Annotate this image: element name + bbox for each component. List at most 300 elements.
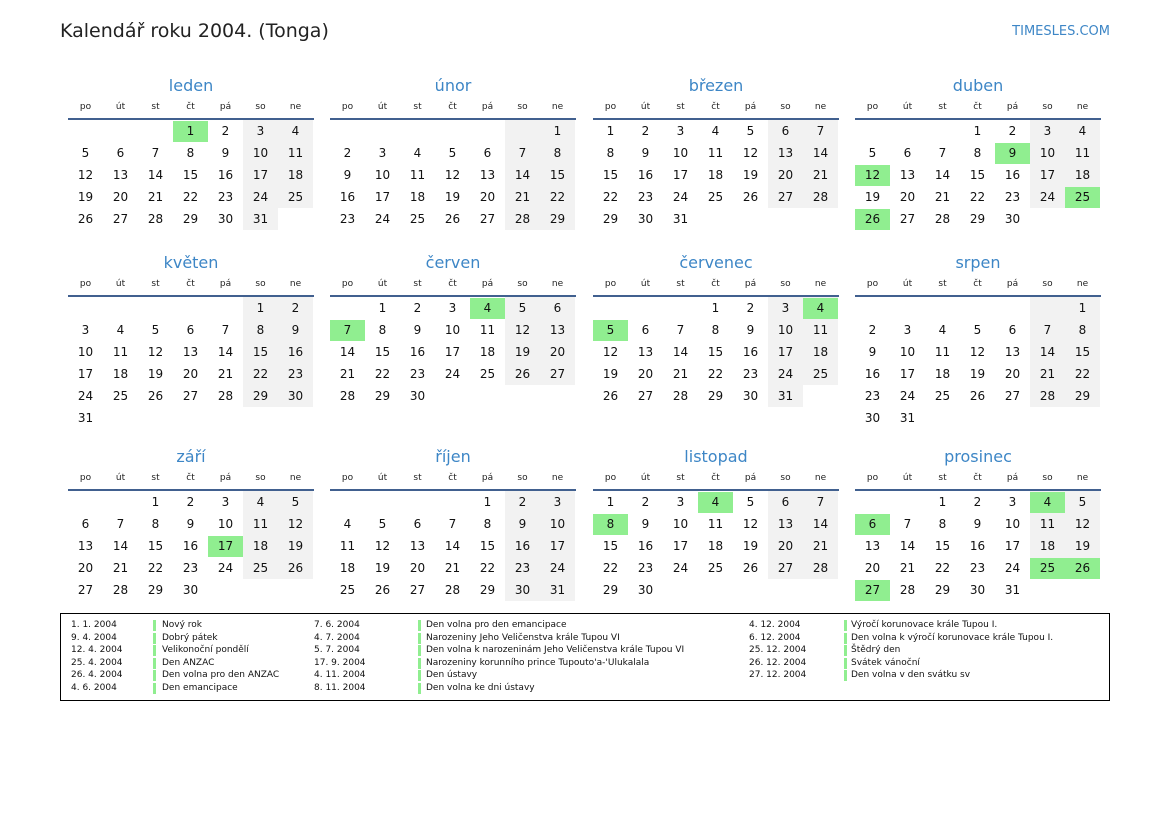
day-cell: 19: [287, 539, 304, 553]
day-cell: 5: [518, 301, 527, 315]
day-cell: 16: [637, 539, 654, 553]
legend-marker: [153, 620, 156, 631]
day-cell: 11: [252, 517, 269, 531]
day-cell: 2: [518, 495, 527, 509]
day-cell: 27: [899, 212, 916, 226]
day-cell: 26: [77, 212, 94, 226]
day-cell: 23: [182, 561, 199, 575]
day-cell: 19: [1074, 539, 1091, 553]
day-cell: 6: [186, 323, 195, 337]
day-cell: 31: [252, 212, 269, 226]
day-cell: 2: [413, 301, 422, 315]
day-cell: 25: [339, 583, 356, 597]
legend-holiday-name: Svátek vánoční: [851, 657, 920, 668]
holiday-day-cell: 27: [855, 580, 890, 601]
holiday-day-cell: 25: [1030, 558, 1065, 579]
month-říjen: [330, 447, 576, 612]
day-cell: 7: [903, 517, 912, 531]
day-cell: 9: [343, 168, 352, 182]
day-cell: 8: [151, 517, 160, 531]
day-cell: 10: [77, 345, 94, 359]
day-cell: 18: [479, 345, 496, 359]
legend-marker: [418, 645, 421, 656]
day-cell: 21: [672, 367, 689, 381]
day-cell: 12: [742, 146, 759, 160]
day-cell: 26: [444, 212, 461, 226]
day-cell: 29: [707, 389, 724, 403]
day-cell: 8: [973, 146, 982, 160]
weekday-header: so: [1042, 102, 1053, 112]
month-květen: [68, 253, 314, 425]
day-cell: 24: [777, 367, 794, 381]
weekday-header: čt: [973, 102, 982, 112]
day-cell: 13: [409, 539, 426, 553]
day-cell: 3: [903, 323, 912, 337]
day-cell: 1: [553, 124, 562, 138]
day-cell: 5: [746, 124, 755, 138]
day-cell: 17: [1004, 539, 1021, 553]
holiday-day-cell: 25: [1065, 187, 1100, 208]
day-cell: 16: [182, 539, 199, 553]
day-cell: 31: [777, 389, 794, 403]
day-cell: 26: [374, 583, 391, 597]
legend-holiday-name: Den emancipace: [162, 683, 238, 693]
legend-marker: [153, 658, 156, 669]
day-cell: 25: [934, 389, 951, 403]
day-cell: 20: [479, 190, 496, 204]
day-cell: 24: [252, 190, 269, 204]
day-cell: 23: [969, 561, 986, 575]
day-cell: 6: [903, 146, 912, 160]
day-cell: 2: [1008, 124, 1017, 138]
day-cell: 30: [1004, 212, 1021, 226]
day-cell: 29: [147, 583, 164, 597]
day-cell: 1: [711, 301, 720, 315]
day-cell: 14: [112, 539, 129, 553]
day-cell: 16: [217, 168, 234, 182]
weekday-header: so: [1042, 473, 1053, 483]
day-cell: 24: [672, 561, 689, 575]
day-cell: 31: [1004, 583, 1021, 597]
weekday-header: st: [676, 473, 685, 483]
day-cell: 6: [641, 323, 650, 337]
day-cell: 19: [742, 539, 759, 553]
weekday-header: so: [780, 473, 791, 483]
day-cell: 28: [514, 212, 531, 226]
day-cell: 12: [1074, 517, 1091, 531]
legend-date: 5. 7. 2004: [314, 645, 360, 656]
day-cell: 22: [1074, 367, 1091, 381]
legend-holiday-name: Den volna v den svátku sv: [851, 670, 971, 681]
day-cell: 21: [812, 168, 829, 182]
day-cell: 22: [707, 367, 724, 381]
day-cell: 17: [1039, 168, 1056, 182]
day-cell: 17: [899, 367, 916, 381]
day-cell: 27: [549, 367, 566, 381]
day-cell: 19: [374, 561, 391, 575]
day-cell: 12: [77, 168, 94, 182]
weekday-header: so: [517, 473, 528, 483]
day-cell: 23: [217, 190, 234, 204]
day-cell: 16: [637, 168, 654, 182]
weekday-header: po: [604, 473, 617, 483]
day-cell: 8: [1078, 323, 1087, 337]
weekday-header: út: [640, 102, 651, 112]
weekday-header: st: [676, 102, 685, 112]
day-cell: 8: [553, 146, 562, 160]
day-cell: 28: [899, 583, 916, 597]
legend-holiday-name: Den volna k narozeninám Jeho Veličenstva krále Tupou VI: [426, 645, 685, 656]
day-cell: 18: [812, 345, 829, 359]
legend-holiday-name: Narozeniny Jeho Veličenstva krále Tupou VI: [426, 632, 620, 643]
day-cell: 4: [116, 323, 125, 337]
weekday-header: út: [115, 473, 126, 483]
day-cell: 25: [707, 561, 724, 575]
day-cell: 23: [339, 212, 356, 226]
day-cell: 10: [672, 517, 689, 531]
day-cell: 27: [777, 561, 794, 575]
holiday-day-cell: 1: [173, 121, 208, 142]
day-cell: 15: [374, 345, 391, 359]
day-cell: 13: [549, 323, 566, 337]
day-cell: 5: [1078, 495, 1087, 509]
legend-holiday-name: Velikonoční pondělí: [162, 645, 249, 656]
weekday-header: čt: [973, 279, 982, 289]
day-cell: 22: [602, 561, 619, 575]
weekday-header: st: [938, 473, 947, 483]
day-cell: 4: [1078, 124, 1087, 138]
day-cell: 22: [147, 561, 164, 575]
day-cell: 17: [77, 367, 94, 381]
legend-holiday-name: Výročí korunovace krále Tupou I.: [851, 620, 998, 630]
month-name: srpen: [955, 253, 1001, 272]
weekday-header: ne: [1076, 473, 1089, 483]
legend-holiday-name: Den volna pro den ANZAC: [162, 670, 280, 681]
day-cell: 14: [812, 146, 829, 160]
day-cell: 10: [444, 323, 461, 337]
day-cell: 12: [514, 323, 531, 337]
day-cell: 19: [444, 190, 461, 204]
day-cell: 2: [221, 124, 230, 138]
month-prosinec: [855, 447, 1101, 612]
day-cell: 10: [217, 517, 234, 531]
day-cell: 30: [742, 389, 759, 403]
day-cell: 2: [868, 323, 877, 337]
day-cell: 15: [602, 168, 619, 182]
weekday-header: ne: [289, 473, 302, 483]
weekday-header: pá: [744, 473, 757, 483]
holiday-day-cell: 17: [208, 536, 243, 557]
day-cell: 20: [112, 190, 129, 204]
month-červen: [330, 253, 576, 418]
day-cell: 25: [409, 212, 426, 226]
weekday-header: so: [780, 102, 791, 112]
day-cell: 5: [81, 146, 90, 160]
day-cell: 21: [339, 367, 356, 381]
day-cell: 6: [781, 495, 790, 509]
weekday-header: st: [151, 102, 160, 112]
day-cell: 4: [711, 124, 720, 138]
day-cell: 24: [444, 367, 461, 381]
weekday-header: čt: [186, 102, 195, 112]
day-cell: 26: [602, 389, 619, 403]
day-cell: 28: [812, 561, 829, 575]
day-cell: 19: [147, 367, 164, 381]
day-cell: 10: [672, 146, 689, 160]
day-cell: 17: [549, 539, 566, 553]
weekday-header: po: [866, 102, 879, 112]
day-cell: 14: [339, 345, 356, 359]
day-cell: 28: [672, 389, 689, 403]
day-cell: 3: [676, 495, 685, 509]
day-cell: 6: [1008, 323, 1017, 337]
day-cell: 15: [182, 168, 199, 182]
month-name: červen: [425, 253, 481, 272]
holiday-day-cell: 4: [1030, 492, 1065, 513]
day-cell: 25: [479, 367, 496, 381]
day-cell: 20: [777, 168, 794, 182]
holiday-day-cell: 5: [593, 320, 628, 341]
day-cell: 18: [1074, 168, 1091, 182]
weekday-header: ne: [551, 102, 564, 112]
day-cell: 21: [147, 190, 164, 204]
month-name: září: [176, 447, 206, 466]
legend-date: 7. 6. 2004: [314, 620, 360, 630]
weekday-header: st: [151, 279, 160, 289]
day-cell: 27: [77, 583, 94, 597]
day-cell: 1: [151, 495, 160, 509]
legend-marker: [153, 645, 156, 656]
day-cell: 9: [291, 323, 300, 337]
legend-marker: [418, 658, 421, 669]
day-cell: 12: [969, 345, 986, 359]
day-cell: 6: [116, 146, 125, 160]
day-cell: 11: [287, 146, 304, 160]
day-cell: 13: [777, 146, 794, 160]
legend-marker: [844, 633, 847, 644]
day-cell: 3: [378, 146, 387, 160]
weekday-header: čt: [186, 279, 195, 289]
day-cell: 24: [672, 190, 689, 204]
day-cell: 9: [186, 517, 195, 531]
weekday-header: po: [341, 102, 354, 112]
day-cell: 9: [641, 517, 650, 531]
day-cell: 23: [1004, 190, 1021, 204]
month-name: červenec: [679, 253, 753, 272]
day-cell: 30: [182, 583, 199, 597]
day-cell: 13: [112, 168, 129, 182]
weekday-header: čt: [711, 102, 720, 112]
day-cell: 2: [291, 301, 300, 315]
day-cell: 3: [1008, 495, 1017, 509]
day-cell: 22: [182, 190, 199, 204]
day-cell: 7: [221, 323, 230, 337]
day-cell: 12: [444, 168, 461, 182]
day-cell: 31: [549, 583, 566, 597]
day-cell: 6: [483, 146, 492, 160]
day-cell: 1: [606, 124, 615, 138]
month-name: prosinec: [944, 447, 1012, 466]
weekday-header: čt: [448, 279, 457, 289]
day-cell: 16: [1004, 168, 1021, 182]
day-cell: 14: [899, 539, 916, 553]
day-cell: 29: [374, 389, 391, 403]
day-cell: 16: [287, 345, 304, 359]
day-cell: 13: [899, 168, 916, 182]
day-cell: 10: [374, 168, 391, 182]
day-cell: 31: [672, 212, 689, 226]
day-cell: 29: [602, 212, 619, 226]
legend-date: 4. 12. 2004: [749, 620, 801, 630]
day-cell: 29: [252, 389, 269, 403]
weekday-header: st: [938, 102, 947, 112]
day-cell: 15: [1074, 345, 1091, 359]
weekday-header: ne: [289, 102, 302, 112]
day-cell: 22: [934, 561, 951, 575]
day-cell: 27: [1004, 389, 1021, 403]
month-únor: [330, 76, 576, 241]
weekday-header: ne: [814, 279, 827, 289]
weekday-header: st: [938, 279, 947, 289]
weekday-header: út: [640, 279, 651, 289]
weekday-header: so: [1042, 279, 1053, 289]
day-cell: 13: [637, 345, 654, 359]
day-cell: 28: [339, 389, 356, 403]
day-cell: 11: [1074, 146, 1091, 160]
legend-holiday-name: Den ústavy: [426, 670, 478, 681]
legend-holiday-name: Dobrý pátek: [162, 632, 218, 643]
day-cell: 11: [707, 146, 724, 160]
day-cell: 11: [707, 517, 724, 531]
weekday-header: čt: [448, 102, 457, 112]
legend-date: 9. 4. 2004: [71, 632, 117, 643]
day-cell: 3: [1043, 124, 1052, 138]
day-cell: 7: [816, 124, 825, 138]
day-cell: 7: [116, 517, 125, 531]
weekday-header: po: [79, 279, 92, 289]
day-cell: 17: [444, 345, 461, 359]
holiday-day-cell: 7: [330, 320, 365, 341]
day-cell: 1: [1078, 301, 1087, 315]
weekday-header: so: [517, 102, 528, 112]
day-cell: 8: [378, 323, 387, 337]
legend-marker: [153, 670, 156, 681]
day-cell: 14: [672, 345, 689, 359]
day-cell: 20: [182, 367, 199, 381]
day-cell: 30: [287, 389, 304, 403]
day-cell: 21: [812, 539, 829, 553]
day-cell: 14: [934, 168, 951, 182]
day-cell: 15: [602, 539, 619, 553]
legend-holiday-name: Narozeniny korunního prince Tupouto'a-'Ulukalala: [426, 657, 650, 668]
day-cell: 12: [374, 539, 391, 553]
weekday-header: pá: [744, 102, 757, 112]
weekday-header: ne: [814, 473, 827, 483]
holiday-legend: [60, 613, 1110, 701]
day-cell: 28: [1039, 389, 1056, 403]
day-cell: 14: [514, 168, 531, 182]
legend-holiday-name: Den volna ke dni ústavy: [426, 683, 535, 693]
day-cell: 22: [602, 190, 619, 204]
day-cell: 11: [112, 345, 129, 359]
day-cell: 22: [479, 561, 496, 575]
holiday-day-cell: 12: [855, 165, 890, 186]
day-cell: 24: [217, 561, 234, 575]
day-cell: 20: [549, 345, 566, 359]
day-cell: 8: [711, 323, 720, 337]
holiday-day-cell: 6: [855, 514, 890, 535]
legend-marker: [418, 633, 421, 644]
day-cell: 17: [672, 539, 689, 553]
day-cell: 27: [637, 389, 654, 403]
day-cell: 21: [112, 561, 129, 575]
day-cell: 16: [339, 190, 356, 204]
day-cell: 11: [934, 345, 951, 359]
day-cell: 29: [969, 212, 986, 226]
day-cell: 3: [781, 301, 790, 315]
weekday-header: po: [79, 473, 92, 483]
day-cell: 20: [864, 561, 881, 575]
legend-date: 26. 4. 2004: [71, 670, 123, 681]
month-name: únor: [434, 76, 472, 95]
weekday-header: ne: [1076, 279, 1089, 289]
weekday-header: po: [604, 279, 617, 289]
day-cell: 31: [899, 411, 916, 425]
day-cell: 28: [112, 583, 129, 597]
day-cell: 2: [746, 301, 755, 315]
day-cell: 19: [602, 367, 619, 381]
day-cell: 1: [973, 124, 982, 138]
day-cell: 18: [339, 561, 356, 575]
day-cell: 27: [182, 389, 199, 403]
day-cell: 7: [448, 517, 457, 531]
day-cell: 18: [409, 190, 426, 204]
weekday-header: út: [377, 279, 388, 289]
weekday-header: po: [341, 279, 354, 289]
month-name: leden: [168, 76, 214, 95]
brand-link[interactable]: TIMESLES.COM: [1012, 24, 1110, 39]
weekday-header: pá: [219, 102, 232, 112]
weekday-header: čt: [186, 473, 195, 483]
day-cell: 25: [707, 190, 724, 204]
weekday-header: pá: [1006, 473, 1019, 483]
day-cell: 18: [1039, 539, 1056, 553]
day-cell: 29: [479, 583, 496, 597]
day-cell: 8: [938, 517, 947, 531]
legend-marker: [844, 658, 847, 669]
legend-date: 26. 12. 2004: [749, 657, 807, 668]
day-cell: 5: [448, 146, 457, 160]
day-cell: 18: [707, 168, 724, 182]
day-cell: 20: [777, 539, 794, 553]
day-cell: 30: [637, 583, 654, 597]
day-cell: 1: [256, 301, 265, 315]
day-cell: 9: [413, 323, 422, 337]
weekday-header: po: [79, 102, 92, 112]
day-cell: 20: [409, 561, 426, 575]
day-cell: 12: [287, 517, 304, 531]
legend-date: 4. 6. 2004: [71, 683, 117, 693]
day-cell: 10: [549, 517, 566, 531]
day-cell: 17: [672, 168, 689, 182]
legend-date: 6. 12. 2004: [749, 632, 801, 643]
day-cell: 7: [816, 495, 825, 509]
day-cell: 8: [483, 517, 492, 531]
day-cell: 15: [549, 168, 566, 182]
day-cell: 8: [256, 323, 265, 337]
day-cell: 26: [287, 561, 304, 575]
weekday-header: st: [676, 279, 685, 289]
